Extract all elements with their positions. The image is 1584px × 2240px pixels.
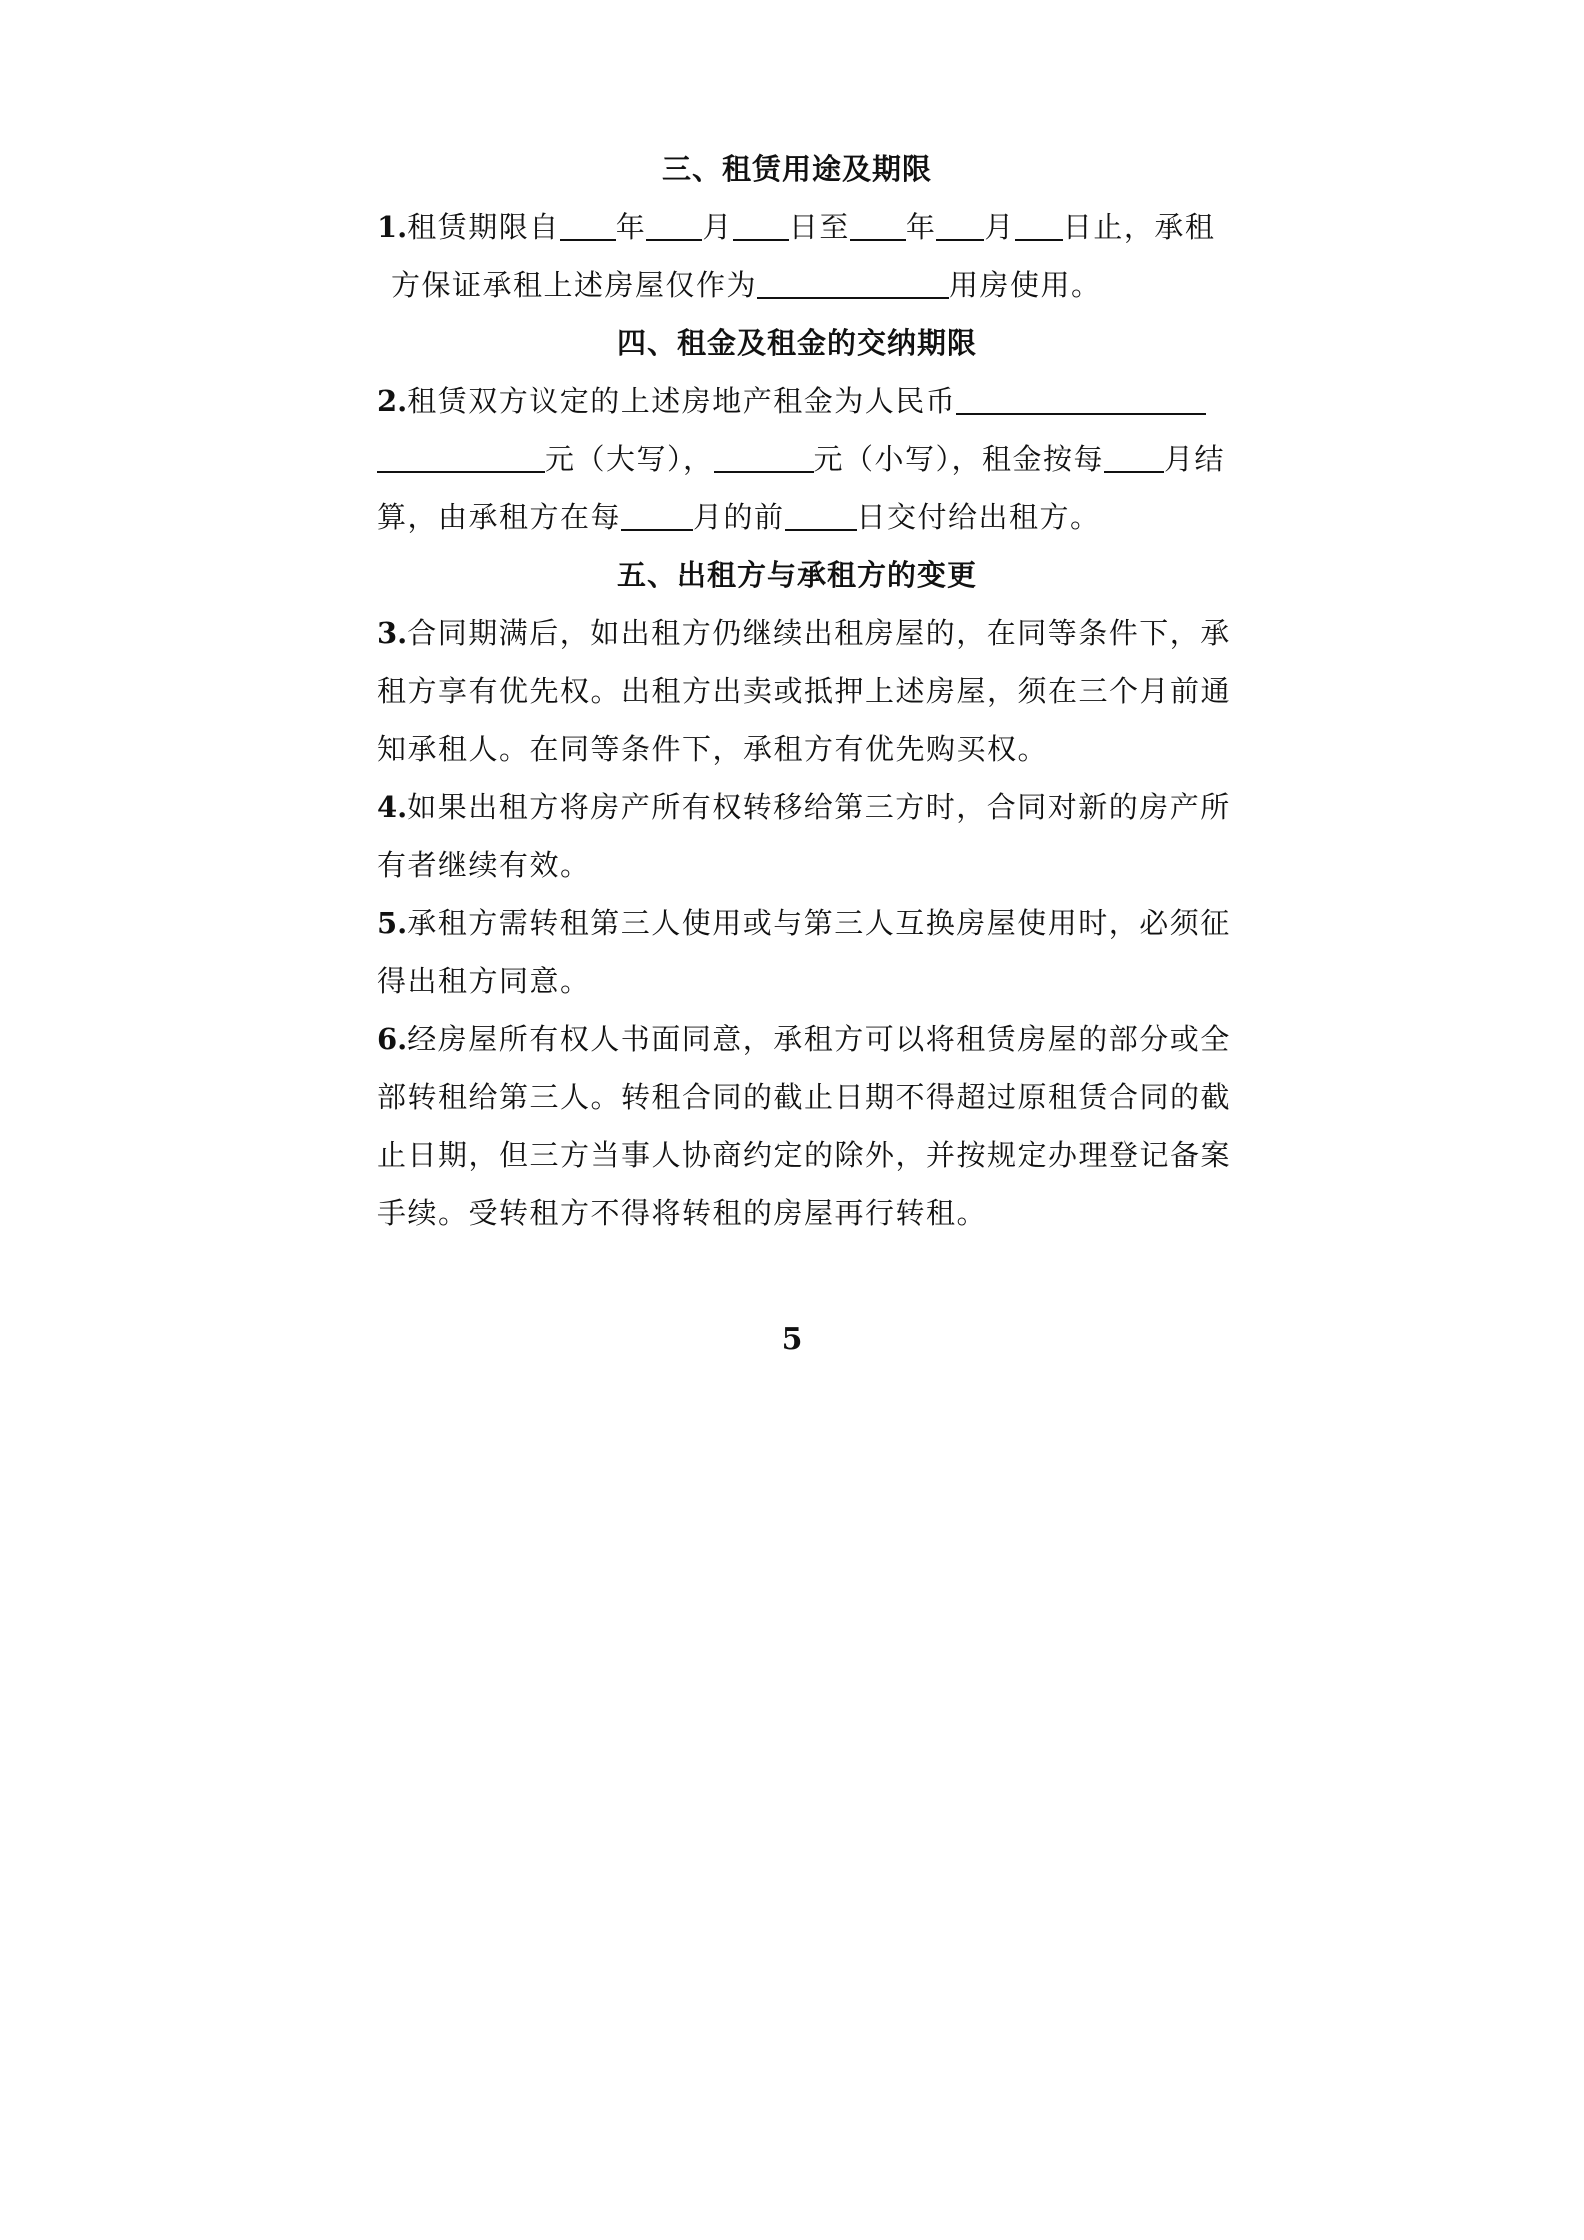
clause-number: 6. — [377, 1022, 408, 1056]
clause-6-line-3: 止日期，但三方当事人协商约定的除外，并按规定办理登记备案 — [377, 1138, 1232, 1172]
clause-text: 承租方需转租第三人使用或与第三人互换房屋使用时，必须征 — [407, 906, 1231, 940]
clause-4-line-1 — [377, 778, 1231, 836]
clause-text: 算，由承租方在每 — [377, 500, 622, 534]
clause-text: 方保证承租上述房屋仅作为 — [391, 268, 758, 302]
clause-text: 年 — [615, 210, 647, 244]
blank-start-day — [733, 209, 789, 241]
document-page — [377, 140, 1232, 1242]
clause-6-line-4: 手续。受转租方不得将转租的房屋再行转租。 — [377, 1196, 988, 1230]
clause-text: 年 — [905, 210, 937, 244]
clause-number: 3. — [377, 616, 408, 650]
clause-3-line-1 — [377, 604, 1231, 662]
blank-pay-months — [621, 499, 693, 531]
blank-start-year — [560, 209, 616, 241]
clause-text: 月 — [984, 210, 1015, 244]
blank-rent-lowercase — [714, 441, 814, 473]
clause-text: 日止，承租 — [1062, 210, 1216, 244]
page-number: 5 — [781, 1322, 803, 1357]
blank-end-year — [850, 209, 906, 241]
section-heading-rent: 四、租金及租金的交纳期限 — [616, 326, 977, 360]
clause-text: 月结 — [1164, 442, 1226, 476]
clause-number: 2. — [377, 384, 408, 418]
blank-end-day — [1015, 209, 1063, 241]
blank-rent-amount — [956, 383, 1206, 415]
clause-4-line-2: 有者继续有效。 — [377, 848, 591, 882]
clause-text: 经房屋所有权人书面同意，承租方可以将租赁房屋的部分或全 — [407, 1022, 1231, 1056]
clause-text: 元（小写），租金按每 — [813, 442, 1105, 476]
clause-6-line-1 — [377, 1010, 1231, 1068]
clause-number: 4. — [377, 790, 408, 824]
clause-2-line-3 — [377, 488, 1217, 546]
clause-2-line-2 — [377, 430, 1226, 488]
clause-text: 月 — [702, 210, 733, 244]
section-heading-usage-term: 三、租赁用途及期限 — [661, 152, 932, 186]
clause-2-line-1 — [377, 372, 1217, 430]
clause-text: 租赁期限自 — [407, 210, 560, 244]
clause-3-line-3: 知承租人。在同等条件下，承租方有优先购买权。 — [377, 732, 1049, 766]
clause-text: 日至 — [788, 210, 850, 244]
clause-1-line-1 — [377, 198, 1217, 256]
blank-rent-uppercase — [377, 441, 545, 473]
clause-text: 租赁双方议定的上述房地产租金为人民币 — [407, 384, 957, 418]
clause-text: 元（大写）， — [545, 442, 714, 476]
blank-pay-days — [785, 499, 857, 531]
clause-number: 5. — [377, 906, 408, 940]
clause-text: 如果出租方将房产所有权转移给第三方时，合同对新的房产所 — [407, 790, 1231, 824]
clause-text: 日交付给出租方。 — [856, 500, 1101, 534]
clause-text: 合同期满后，如出租方仍继续出租房屋的，在同等条件下，承 — [407, 616, 1231, 650]
clause-5-line-2: 得出租方同意。 — [377, 964, 591, 998]
blank-start-month — [646, 209, 702, 241]
clause-number: 1. — [377, 210, 408, 244]
section-heading-changes: 五、出租方与承租方的变更 — [616, 558, 977, 592]
blank-usage — [757, 267, 949, 299]
clause-text: 月的前 — [693, 500, 785, 534]
blank-end-month — [936, 209, 984, 241]
clause-1-line-2 — [377, 256, 1217, 314]
clause-5-line-1 — [377, 894, 1231, 952]
clause-text: 用房使用。 — [949, 268, 1102, 302]
clause-6-line-2: 部转租给第三人。转租合同的截止日期不得超过原租赁合同的截 — [377, 1080, 1232, 1114]
blank-settle-months — [1104, 441, 1164, 473]
clause-3-line-2: 租方享有优先权。出租方出卖或抵押上述房屋，须在三个月前通 — [377, 674, 1232, 708]
